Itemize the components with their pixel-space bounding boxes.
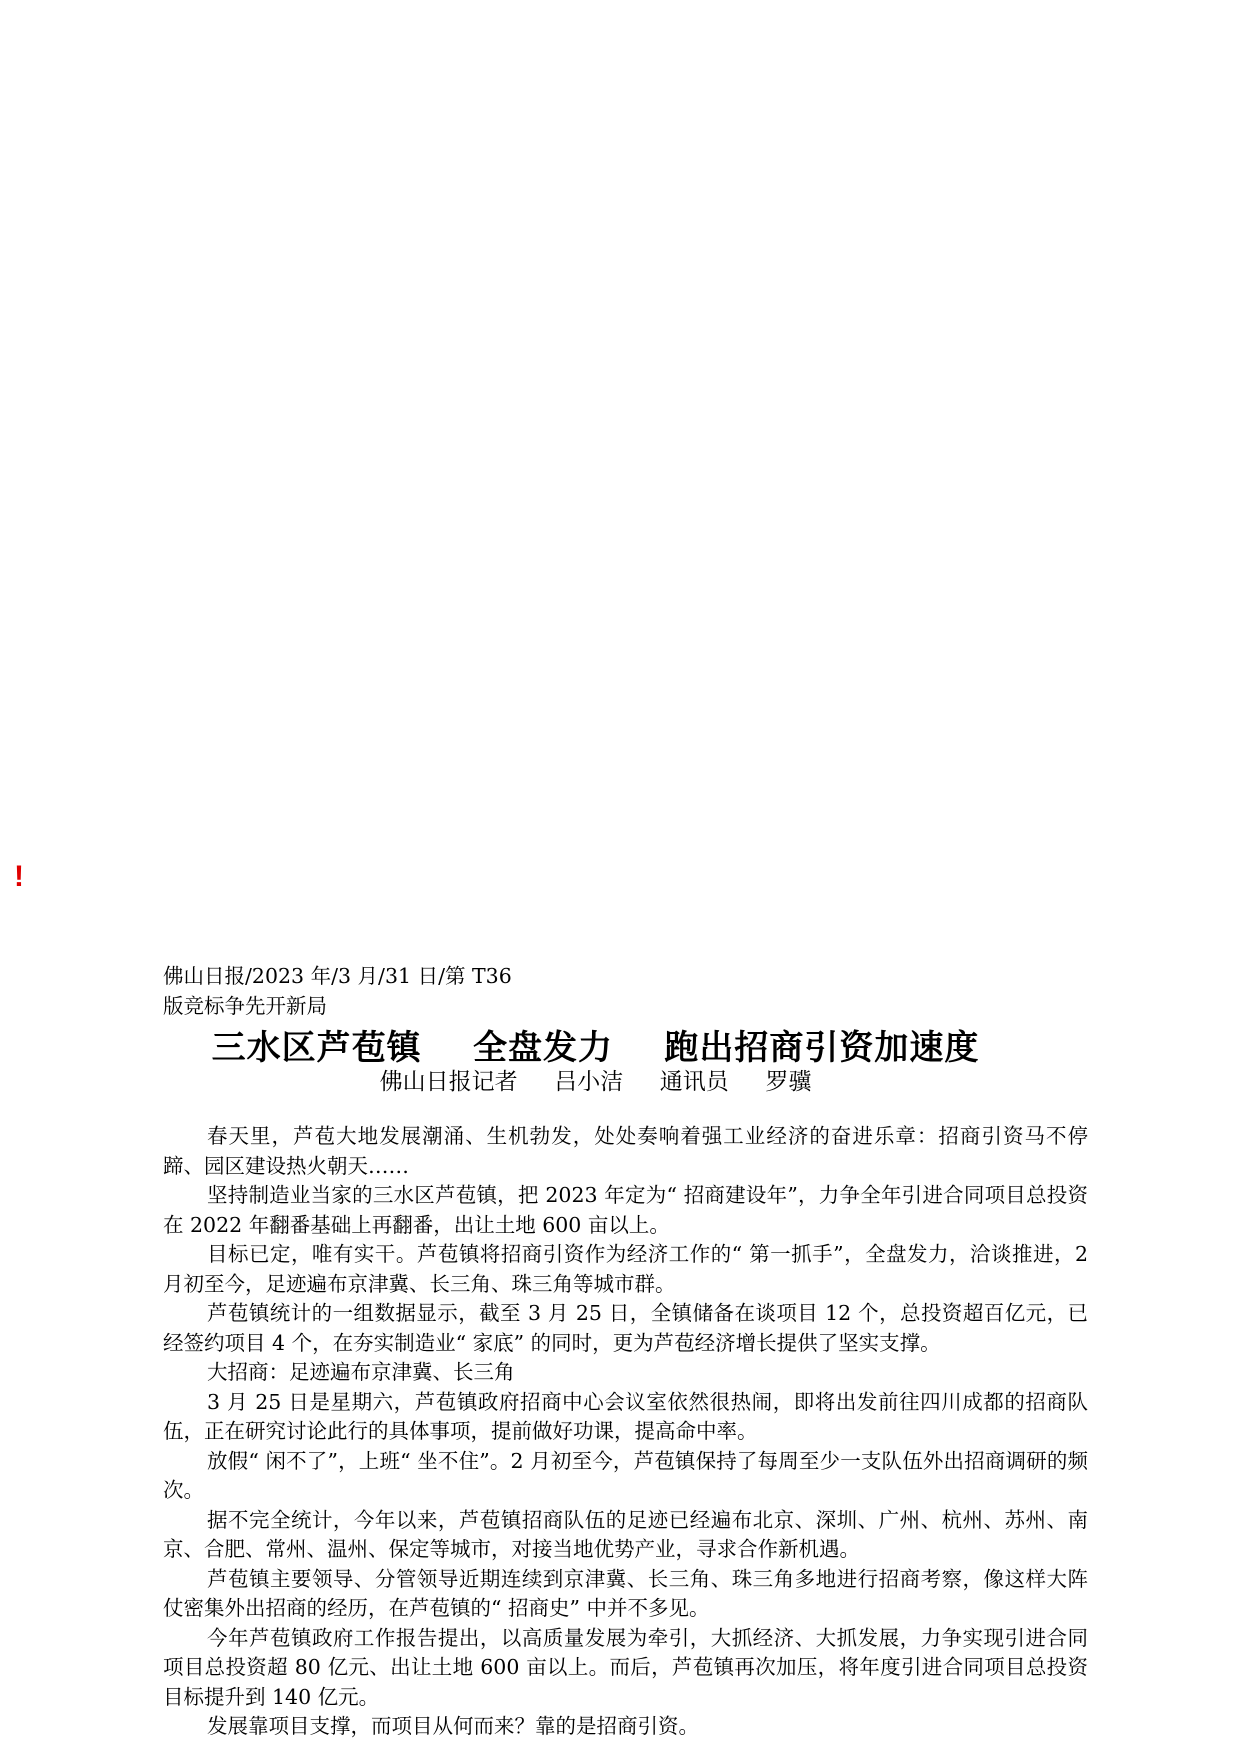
- article-document: [163, 962, 1088, 1742]
- article-byline: 佛山日报记者 吕小洁 通讯员 罗骥: [379, 1069, 812, 1095]
- paragraph-5: 3 月 25 日是星期六，芦苞镇政府招商中心会议室依然很热闹，即将出发前往四川成都的招商队伍，正在研究讨论此行的具体事项，提前做好功课，提高命中率。: [163, 1389, 1088, 1443]
- paragraph-7: 据不完全统计，今年以来，芦苞镇招商队伍的足迹已经遍布北京、深圳、广州、杭州、苏州、南京、合肥、常州、温州、保定等城市，对接当地优势产业，寻求合作新机遇。: [163, 1507, 1088, 1561]
- section-line: 版竞标争先开新局: [163, 993, 327, 1018]
- paragraph-9: 今年芦苞镇政府工作报告提出，以高质量发展为牵引，大抓经济、大抓发展，力争实现引进合同项目总投资超 80 亿元、出让土地 600 亩以上。而后，芦苞镇再次加压，将年度引进合同项目总投资目标提升到 140 亿元。: [163, 1625, 1088, 1709]
- source-line: 佛山日报/2023 年/3 月/31 日/第 T36: [163, 964, 512, 988]
- red-exclamation-mark: !: [14, 860, 24, 893]
- paragraph-1: 春天里，芦苞大地发展潮涌、生机勃发，处处奏响着强工业经济的奋进乐章：招商引资马不停蹄、园区建设热火朝天……: [163, 1124, 1088, 1178]
- paragraph-8: 芦苞镇主要领导、分管领导近期连续到京津冀、长三角、珠三角多地进行招商考察，像这样大阵仗密集外出招商的经历，在芦苞镇的“ 招商史” 中并不多见。: [163, 1566, 1088, 1620]
- paragraph-6: 放假“ 闲不了”，上班“ 坐不住”。2 月初至今，芦苞镇保持了每周至少一支队伍外出招商调研的频次。: [163, 1448, 1088, 1502]
- section-heading: 大招商：足迹遍布京津冀、长三角: [207, 1360, 515, 1384]
- paragraph-2: 坚持制造业当家的三水区芦苞镇，把 2023 年定为“ 招商建设年”，力争全年引进合同项目总投资在 2022 年翻番基础上再翻番，出让土地 600 亩以上。: [163, 1183, 1088, 1237]
- paragraph-4: 芦苞镇统计的一组数据显示，截至 3 月 25 日，全镇储备在谈项目 12 个，总投资超百亿元，已经签约项目 4 个，在夯实制造业“ 家底” 的同时，更为芦苞经济增长提供了坚实支撑。: [163, 1301, 1088, 1355]
- article-title: 三水区芦苞镇 全盘发力 跑出招商引资加速度: [211, 1028, 980, 1068]
- paragraph-3: 目标已定，唯有实干。芦苞镇将招商引资作为经济工作的“ 第一抓手”，全盘发力，洽谈推进，2 月初至今，足迹遍布京津冀、长三角、珠三角等城市群。: [163, 1242, 1088, 1296]
- paragraph-10: 发展靠项目支撑，而项目从何而来？靠的是招商引资。: [207, 1714, 699, 1738]
